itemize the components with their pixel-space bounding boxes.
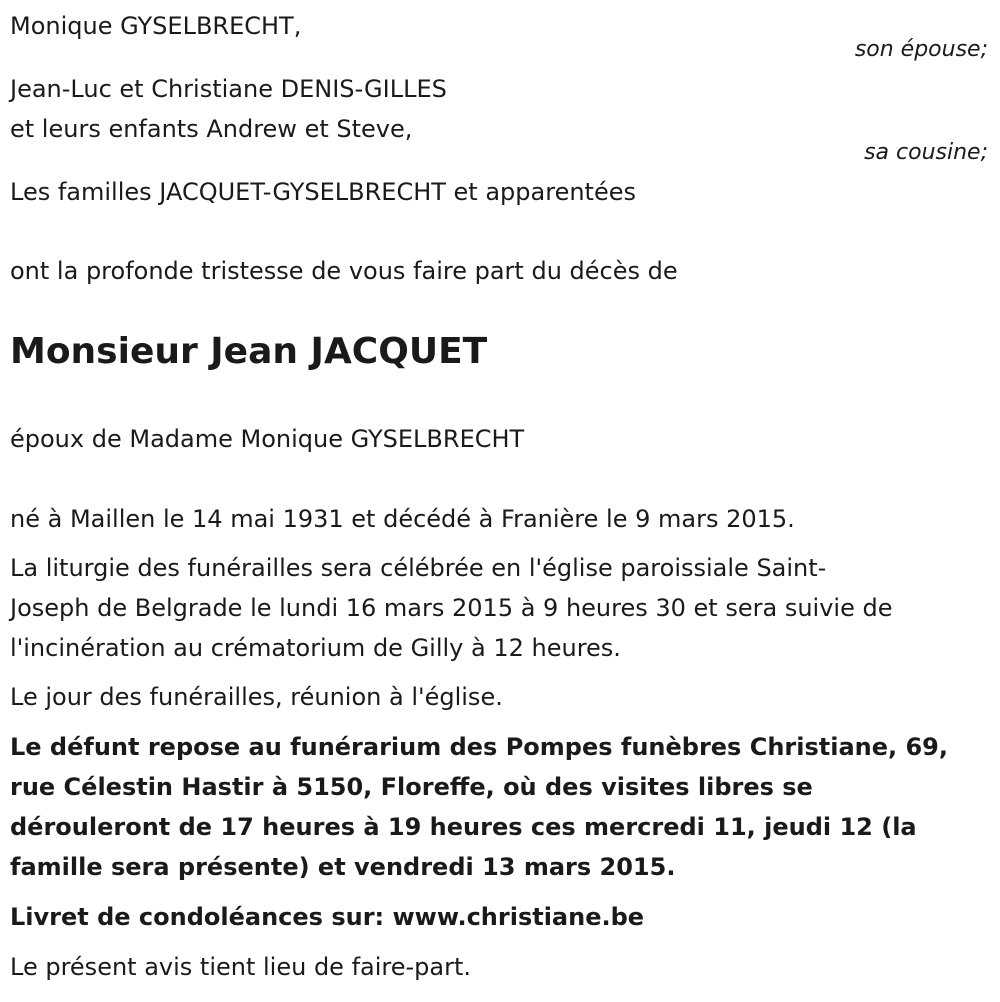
liturgy-line-2: Joseph de Belgrade le lundi 16 mars 2015 à 9 heures 30 et sera suivie de [10,594,893,622]
spouse-role: son épouse; [854,37,988,62]
visit-line-2: rue Célestin Hastir à 5150, Floreffe, où des visites libres se [10,773,813,801]
liturgy-line-1: La liturgie des funérailles sera célébrée en l'église paroissiale Saint- [10,554,827,582]
reunion-line: Le jour des funérailles, réunion à l'église. [10,683,503,711]
cousin-line-1: Jean-Luc et Christiane DENIS-GILLES [10,75,447,103]
deceased-name: Monsieur Jean JACQUET [10,331,488,372]
spouse-of-line: époux de Madame Monique GYSELBRECHT [10,425,525,453]
cousin-line-2: et leurs enfants Andrew et Steve, [10,115,413,143]
birth-death-line: né à Maillen le 14 mai 1931 et décédé à Franière le 9 mars 2015. [10,505,795,533]
condolences-line: Livret de condoléances sur: www.christiane.be [10,903,645,931]
visit-line-1: Le défunt repose au funérarium des Pompes funèbres Christiane, 69, [10,733,948,761]
spouse-name: Monique GYSELBRECHT, [10,12,302,40]
intro-line: ont la profonde tristesse de vous faire part du décès de [10,257,678,285]
families-line: Les familles JACQUET-GYSELBRECHT et apparentées [10,178,636,206]
liturgy-line-3: l'incinération au crématorium de Gilly à 12 heures. [10,634,621,662]
visit-line-3: dérouleront de 17 heures à 19 heures ces mercredi 11, jeudi 12 (la [10,813,917,841]
cousin-role: sa cousine; [864,140,988,165]
notice-line: Le présent avis tient lieu de faire-part. [10,953,472,981]
visit-line-4: famille sera présente) et vendredi 13 mars 2015. [10,853,676,881]
